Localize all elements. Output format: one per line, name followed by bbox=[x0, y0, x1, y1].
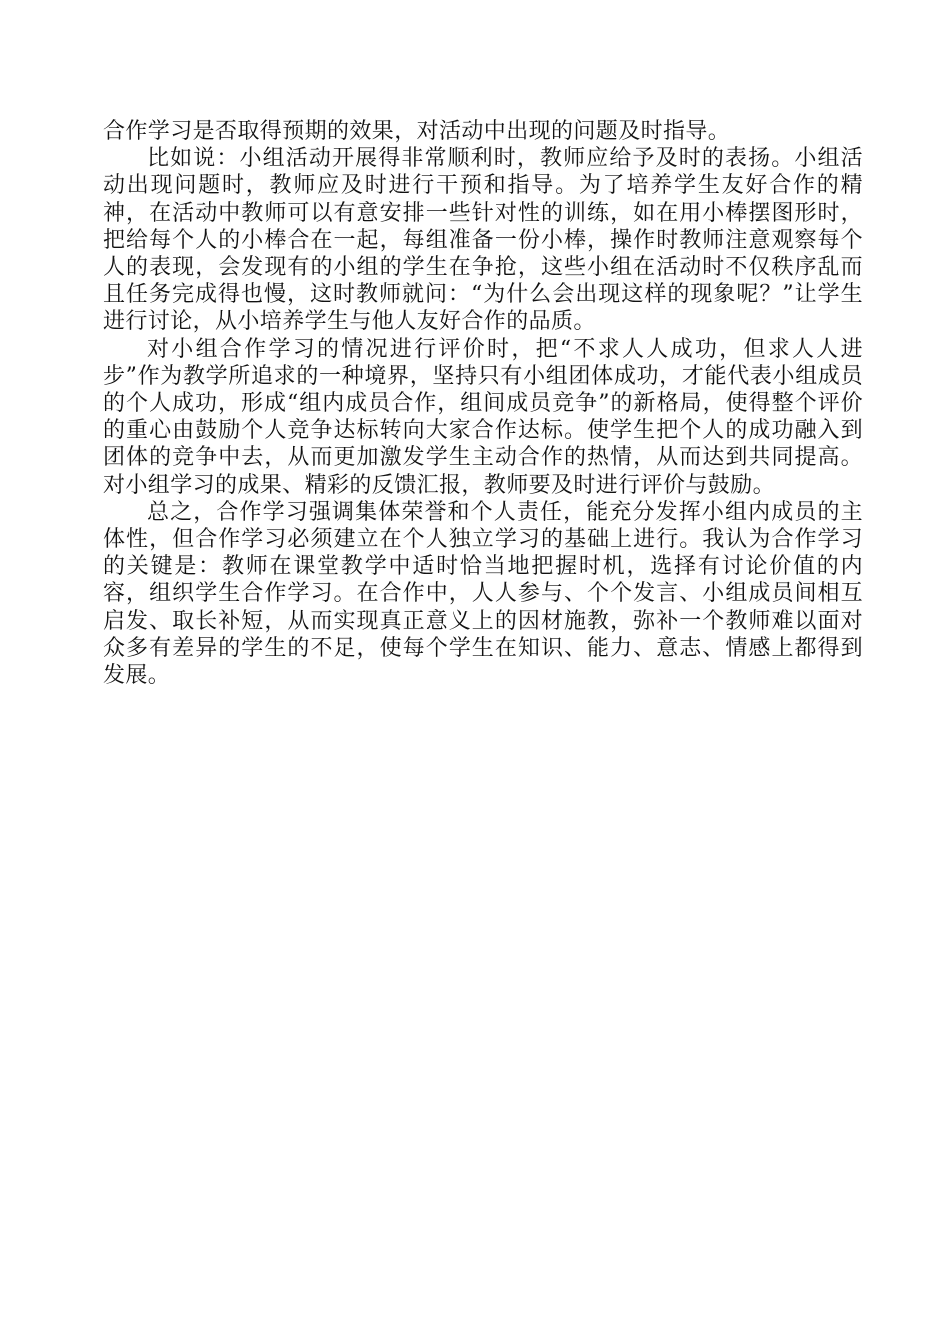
paragraph-example: 比如说：小组活动开展得非常顺利时，教师应给予及时的表扬。小组活动出现问题时，教师应及时进行干预和指导。为了培养学生友好合作的精神，在活动中教师可以有意安排一些针对性的训练，如在用小棒摆图形时，把给每个人的小棒合在一起，每组准备一份小棒，操作时教师注意观察每个人的表现，会发现有的小组的学生在争抢，这些小组在活动时不仅秩序乱而且任务完成得也慢，这时教师就问：“为什么会出现这样的现象呢？”让学生进行讨论，从小培养学生与他人友好合作的品质。 bbox=[103, 146, 863, 335]
paragraph-conclusion: 总之，合作学习强调集体荣誉和个人责任，能充分发挥小组内成员的主体性，但合作学习必须建立在个人独立学习的基础上进行。我认为合作学习的关键是：教师在课堂教学中适时恰当地把握时机，选择有讨论价值的内容，组织学生合作学习。在合作中，人人参与、个个发言、小组成员间相互启发、取长补短，从而实现真正意义上的因材施教，弥补一个教师难以面对众多有差异的学生的不足，使每个学生在知识、能力、意志、情感上都得到发展。 bbox=[103, 499, 863, 689]
paragraph-evaluation: 对小组合作学习的情况进行评价时，把“不求人人成功，但求人人进步”作为教学所追求的一种境界，坚持只有小组团体成功，才能代表小组成员的个人成功，形成“组内成员合作，组间成员竞争”的新格局，使得整个评价的重心由鼓励个人竞争达标转向大家合作达标。使学生把个人的成功融入到团体的竞争中去，从而更加激发学生主动合作的热情，从而达到共同提高。对小组学习的成果、精彩的反馈汇报，教师要及时进行评价与鼓励。 bbox=[103, 336, 863, 498]
document-body bbox=[103, 118, 863, 689]
paragraph-continuation: 合作学习是否取得预期的效果，对活动中出现的问题及时指导。 bbox=[103, 119, 731, 144]
